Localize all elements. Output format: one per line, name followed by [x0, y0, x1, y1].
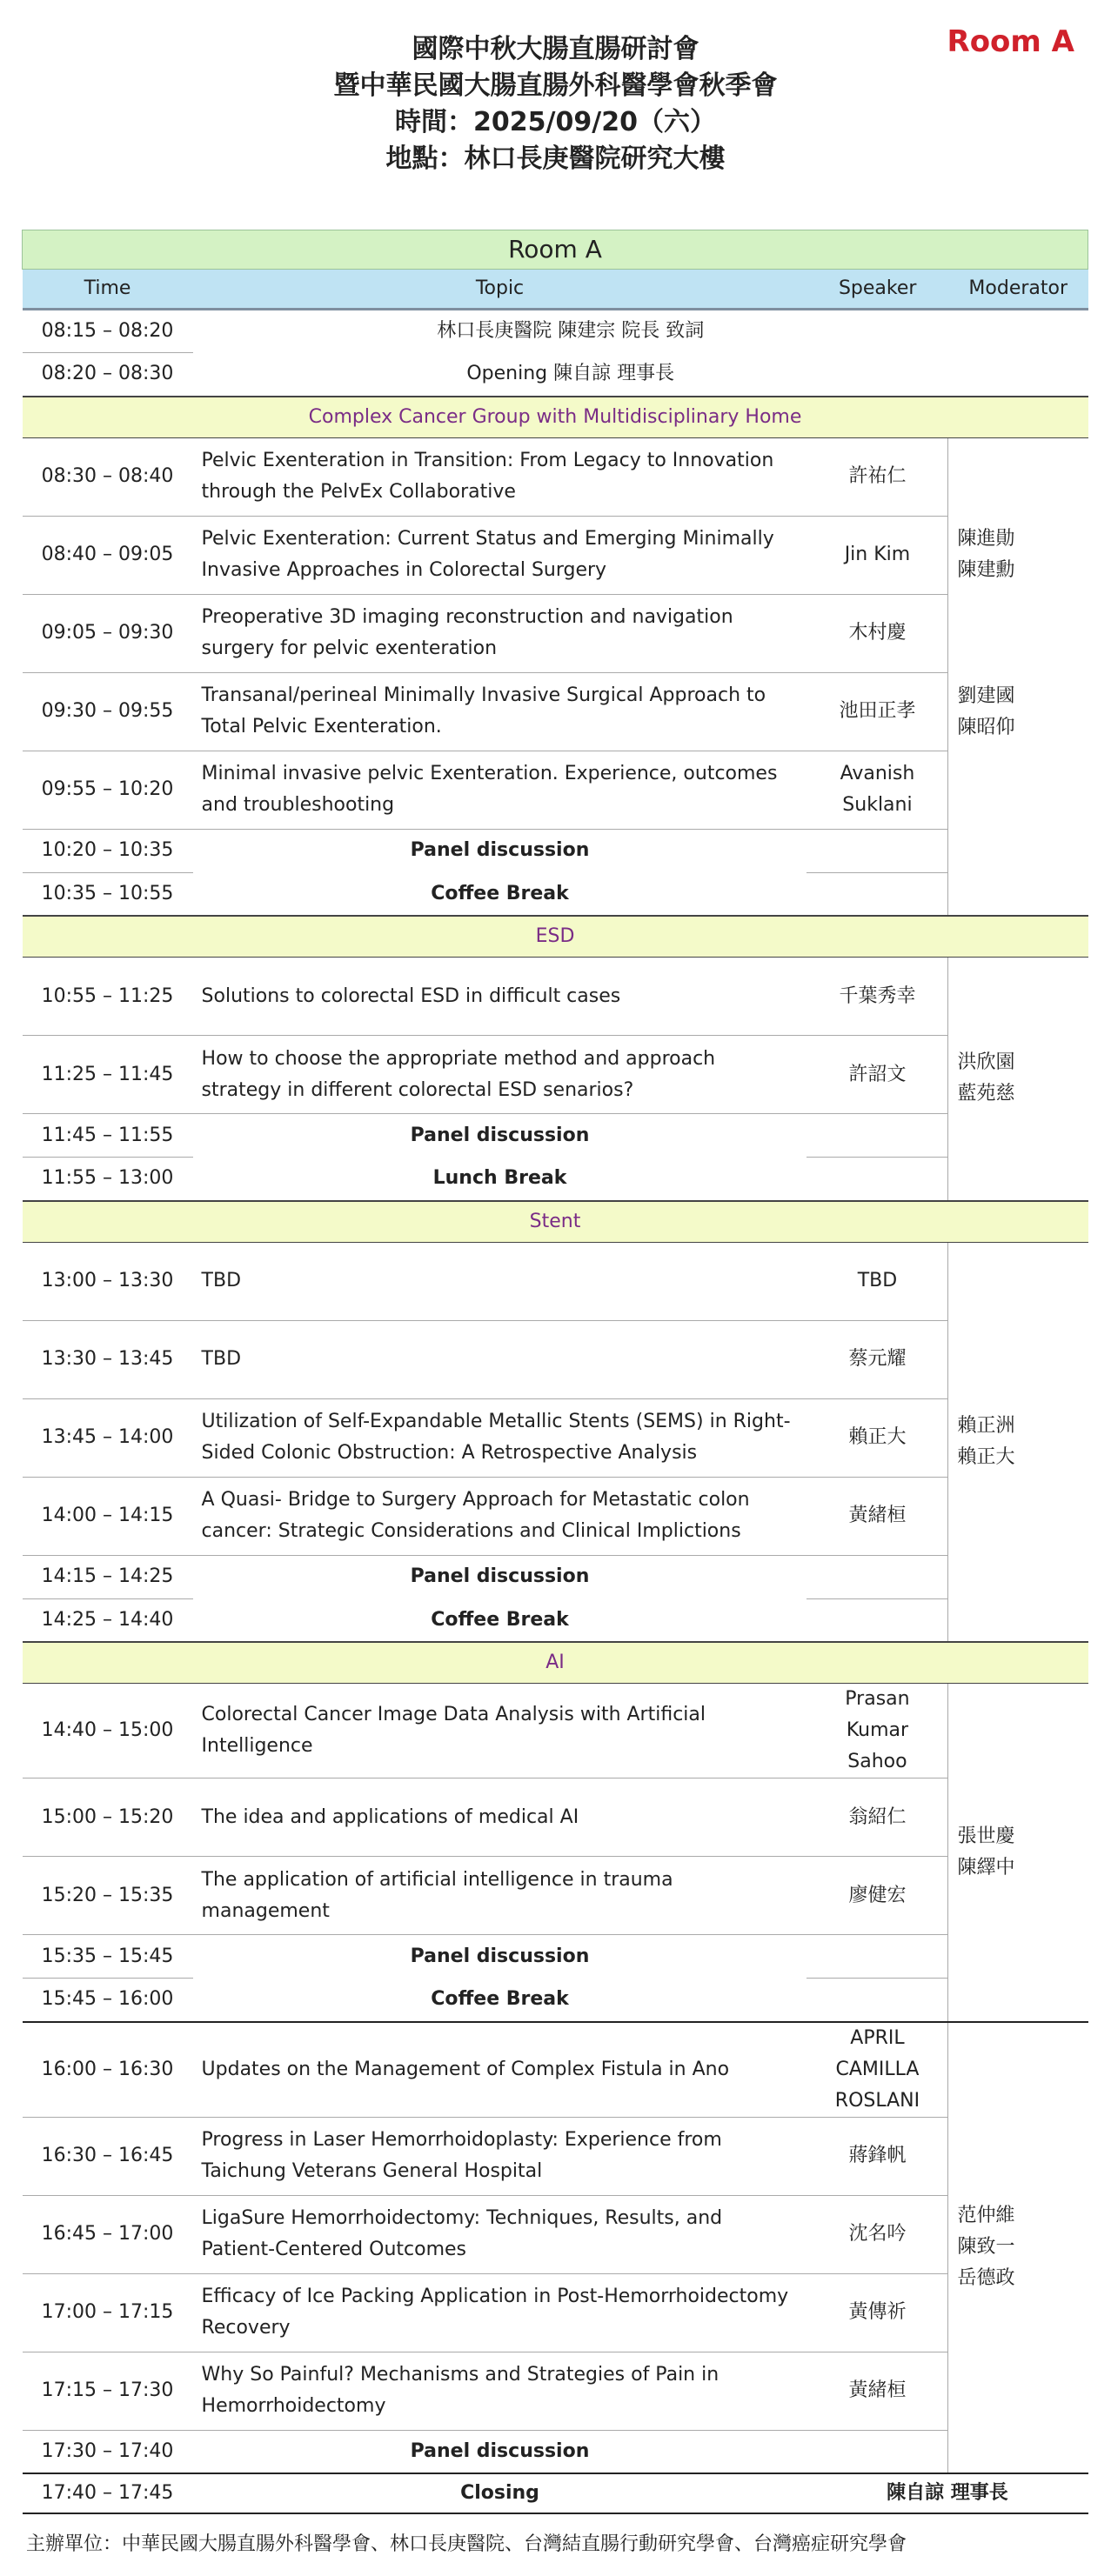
- topic-cell: Colorectal Cancer Image Data Analysis with Artificial Intelligence: [193, 1684, 807, 1779]
- table-row: [23, 1477, 1088, 1555]
- time-cell: 16:45 – 17:00: [23, 2195, 193, 2273]
- topic-cell: Utilization of Self-Expandable Metallic Stents (SEMS) in Right-Sided Colonic Obstruction: A Retrospective Analysis: [193, 1398, 807, 1477]
- event-venue: 地點：林口長庚醫院研究大樓: [385, 143, 726, 174]
- room-title: Room A: [23, 230, 1088, 270]
- time-cell: 08:20 – 08:30: [23, 353, 193, 397]
- speaker-cell: 沈名吟: [806, 2195, 948, 2273]
- table-row: [23, 2195, 1088, 2273]
- time-cell: 14:00 – 14:15: [23, 1477, 193, 1555]
- time-cell: 09:05 – 09:30: [23, 594, 193, 672]
- topic-cell: How to choose the appropriate method and approach strategy in different colorectal ESD senarios?: [193, 1036, 807, 1114]
- speaker-cell: 千葉秀幸: [806, 958, 948, 1036]
- table-row: [23, 516, 1088, 594]
- time-cell: 11:25 – 11:45: [23, 1036, 193, 1114]
- time-cell: 17:30 – 17:40: [23, 2430, 193, 2473]
- topic-cell: Minimal invasive pelvic Exenteration. Experience, outcomes and troubleshooting: [193, 751, 807, 829]
- table-row: [23, 1036, 1088, 1114]
- table-row: [23, 1642, 1088, 1684]
- speaker-cell: Jin Kim: [806, 516, 948, 594]
- col-header-time: Time: [23, 270, 193, 310]
- break-label: Coffee Break: [431, 1608, 569, 1631]
- table-row: [23, 1779, 1088, 1857]
- moderator-cell: 陳進勛 陳建勳: [948, 437, 1088, 672]
- closing-speaker: 陳自諒 理事長: [806, 2473, 1088, 2513]
- section-title: ESD: [23, 916, 1088, 958]
- topic-cell: Transanal/perineal Minimally Invasive Surgical Approach to Total Pelvic Exenteration.: [193, 672, 807, 751]
- time-cell: 14:25 – 14:40: [23, 1598, 193, 1642]
- table-row: [23, 2473, 1088, 2513]
- topic-cell: Pelvic Exenteration: Current Status and Emerging Minimally Invasive Approaches in Colorectal Surgery: [193, 516, 807, 594]
- table-row: [23, 2352, 1088, 2430]
- speaker-cell: APRIL CAMILLA ROSLANI: [806, 2022, 948, 2118]
- table-row: [23, 1555, 1088, 1598]
- table-row: [23, 672, 1088, 751]
- break-label: Coffee Break: [431, 1988, 569, 2010]
- section-title: Complex Cancer Group with Multidisciplinary Home: [23, 397, 1088, 438]
- table-row: [23, 1320, 1088, 1398]
- speaker-cell: 翁紹仁: [806, 1779, 948, 1857]
- table-row: [23, 270, 1088, 310]
- time-cell: 15:35 – 15:45: [23, 1935, 193, 1979]
- time-cell: 08:15 – 08:20: [23, 310, 193, 353]
- speaker-cell: 池田正孝: [806, 672, 948, 751]
- topic-cell: Pelvic Exenteration in Transition: From Legacy to Innovation through the PelvEx Collaborative: [193, 437, 807, 516]
- table-row: [23, 1158, 1088, 1201]
- table-row: [23, 353, 1088, 397]
- time-cell: 09:30 – 09:55: [23, 672, 193, 751]
- table-row: [23, 310, 1088, 353]
- break-label: Panel discussion: [410, 2439, 590, 2462]
- table-row: [23, 2273, 1088, 2352]
- program-table: [22, 230, 1088, 2514]
- topic-cell: TBD: [193, 1242, 807, 1320]
- break-label: Panel discussion: [410, 1945, 590, 1967]
- time-cell: 17:15 – 17:30: [23, 2352, 193, 2430]
- break-label: Lunch Break: [432, 1167, 567, 1189]
- time-cell: 09:55 – 10:20: [23, 751, 193, 829]
- topic-cell: Updates on the Management of Complex Fistula in Ano: [193, 2022, 807, 2118]
- topic-cell: LigaSure Hemorrhoidectomy: Techniques, Results, and Patient-Centered Outcomes: [193, 2195, 807, 2273]
- table-row: [23, 751, 1088, 829]
- speaker-cell: [806, 2430, 948, 2473]
- topic-cell: Why So Painful? Mechanisms and Strategies of Pain in Hemorrhoidectomy: [193, 2352, 807, 2430]
- time-cell: 17:40 – 17:45: [23, 2473, 193, 2513]
- time-cell: 11:55 – 13:00: [23, 1158, 193, 1201]
- topic-cell: TBD: [193, 1320, 807, 1398]
- time-cell: 16:00 – 16:30: [23, 2022, 193, 2118]
- topic-cell: The idea and applications of medical AI: [193, 1779, 807, 1857]
- moderator-cell: 劉建國 陳昭仰: [948, 672, 1088, 916]
- time-cell: 10:35 – 10:55: [23, 872, 193, 916]
- speaker-cell: 蔡元耀: [806, 1320, 948, 1398]
- break-label: Panel discussion: [410, 1565, 590, 1588]
- table-row: [23, 230, 1088, 270]
- speaker-cell: [806, 872, 948, 916]
- time-cell: 17:00 – 17:15: [23, 2273, 193, 2352]
- break-label: Panel discussion: [410, 839, 590, 862]
- table-row: [23, 1598, 1088, 1642]
- speaker-cell: 許詔文: [806, 1036, 948, 1114]
- speaker-cell: [806, 1979, 948, 2022]
- speaker-cell: 廖健宏: [806, 1857, 948, 1935]
- table-row: [23, 1684, 1088, 1779]
- speaker-cell: 黃緒桓: [806, 1477, 948, 1555]
- time-cell: 15:45 – 16:00: [23, 1979, 193, 2022]
- time-cell: 15:00 – 15:20: [23, 1779, 193, 1857]
- speaker-cell: 黃緒桓: [806, 2352, 948, 2430]
- moderator-cell: 張世慶 陳繹中: [948, 1684, 1088, 2022]
- break-label: Coffee Break: [431, 882, 569, 904]
- table-row: [23, 2022, 1088, 2118]
- time-cell: 14:40 – 15:00: [23, 1684, 193, 1779]
- speaker-cell: 賴正大: [806, 1398, 948, 1477]
- table-row: [23, 916, 1088, 958]
- time-cell: 13:00 – 13:30: [23, 1242, 193, 1320]
- speaker-cell: [806, 829, 948, 872]
- topic-cell: Preoperative 3D imaging reconstruction and navigation surgery for pelvic exenteration: [193, 594, 807, 672]
- topic-cell: Solutions to colorectal ESD in difficult cases: [193, 958, 807, 1036]
- table-row: [23, 829, 1088, 872]
- col-header-moderator: Moderator: [948, 270, 1088, 310]
- speaker-cell: [806, 1935, 948, 1979]
- speaker-cell: 蔣鋒帆: [806, 2117, 948, 2195]
- topic-cell: Efficacy of Ice Packing Application in Post-Hemorrhoidectomy Recovery: [193, 2273, 807, 2352]
- table-row: [23, 437, 1088, 516]
- document-header: [0, 31, 1111, 177]
- table-row: [23, 1114, 1088, 1158]
- speaker-cell: TBD: [806, 1242, 948, 1320]
- time-cell: 16:30 – 16:45: [23, 2117, 193, 2195]
- speaker-cell: [806, 1598, 948, 1642]
- moderator-cell: [948, 310, 1088, 353]
- event-title: 國際中秋大腸直腸研討會: [412, 34, 699, 64]
- table-row: [23, 2117, 1088, 2195]
- speaker-cell: 許祐仁: [806, 437, 948, 516]
- table-row: [23, 1398, 1088, 1477]
- topic-cell: A Quasi- Bridge to Surgery Approach for Metastatic colon cancer: Strategic Considerations and Clinical Implictions: [193, 1477, 807, 1555]
- moderator-cell: 范仲維 陳致一 岳德政: [948, 2022, 1088, 2474]
- moderator-cell: 賴正洲 賴正大: [948, 1242, 1088, 1642]
- speaker-cell: Avanish Suklani: [806, 751, 948, 829]
- room-tag: Room A: [947, 24, 1074, 59]
- table-row: [23, 397, 1088, 438]
- time-cell: 10:55 – 11:25: [23, 958, 193, 1036]
- moderator-cell: 洪欣園 藍苑慈: [948, 958, 1088, 1201]
- organizers-footer: 主辦單位：中華民國大腸直腸外科醫學會、林口長庚醫院、台灣結直腸行動研究學會、台灣癌症研究學會: [26, 2533, 907, 2555]
- table-row: [23, 958, 1088, 1036]
- col-header-topic: Topic: [193, 270, 807, 310]
- time-cell: 11:45 – 11:55: [23, 1114, 193, 1158]
- speaker-cell: [806, 1158, 948, 1201]
- break-label: Panel discussion: [410, 1124, 590, 1146]
- event-subtitle: 暨中華民國大腸直腸外科醫學會秋季會: [333, 70, 778, 101]
- time-cell: 14:15 – 14:25: [23, 1555, 193, 1598]
- section-title: Stent: [23, 1201, 1088, 1243]
- table-row: [23, 1935, 1088, 1979]
- col-header-speaker: Speaker: [806, 270, 948, 310]
- opening-remark: Opening 陳自諒 理事長: [466, 363, 675, 384]
- table-row: [23, 872, 1088, 916]
- time-cell: 08:30 – 08:40: [23, 437, 193, 516]
- table-row: [23, 1857, 1088, 1935]
- table-row: [23, 1201, 1088, 1243]
- speaker-cell: Prasan Kumar Sahoo: [806, 1684, 948, 1779]
- topic-cell: The application of artificial intelligence in trauma management: [193, 1857, 807, 1935]
- opening-remark: 林口長庚醫院 陳建宗 院長 致詞: [437, 320, 705, 343]
- event-date: 時間：2025/09/20（六）: [395, 107, 716, 137]
- speaker-cell: 黃傳祈: [806, 2273, 948, 2352]
- table-row: [23, 1979, 1088, 2022]
- speaker-cell: 木村慶: [806, 594, 948, 672]
- time-cell: 08:40 – 09:05: [23, 516, 193, 594]
- table-row: [23, 2430, 1088, 2473]
- time-cell: 13:45 – 14:00: [23, 1398, 193, 1477]
- closing-label: Closing: [193, 2473, 807, 2513]
- time-cell: 15:20 – 15:35: [23, 1857, 193, 1935]
- topic-cell: Progress in Laser Hemorrhoidoplasty: Experience from Taichung Veterans General Hospital: [193, 2117, 807, 2195]
- table-row: [23, 1242, 1088, 1320]
- section-title: AI: [23, 1642, 1088, 1684]
- table-row: [23, 594, 1088, 672]
- time-cell: 13:30 – 13:45: [23, 1320, 193, 1398]
- moderator-cell: [948, 353, 1088, 397]
- speaker-cell: [806, 1555, 948, 1598]
- speaker-cell: [806, 1114, 948, 1158]
- time-cell: 10:20 – 10:35: [23, 829, 193, 872]
